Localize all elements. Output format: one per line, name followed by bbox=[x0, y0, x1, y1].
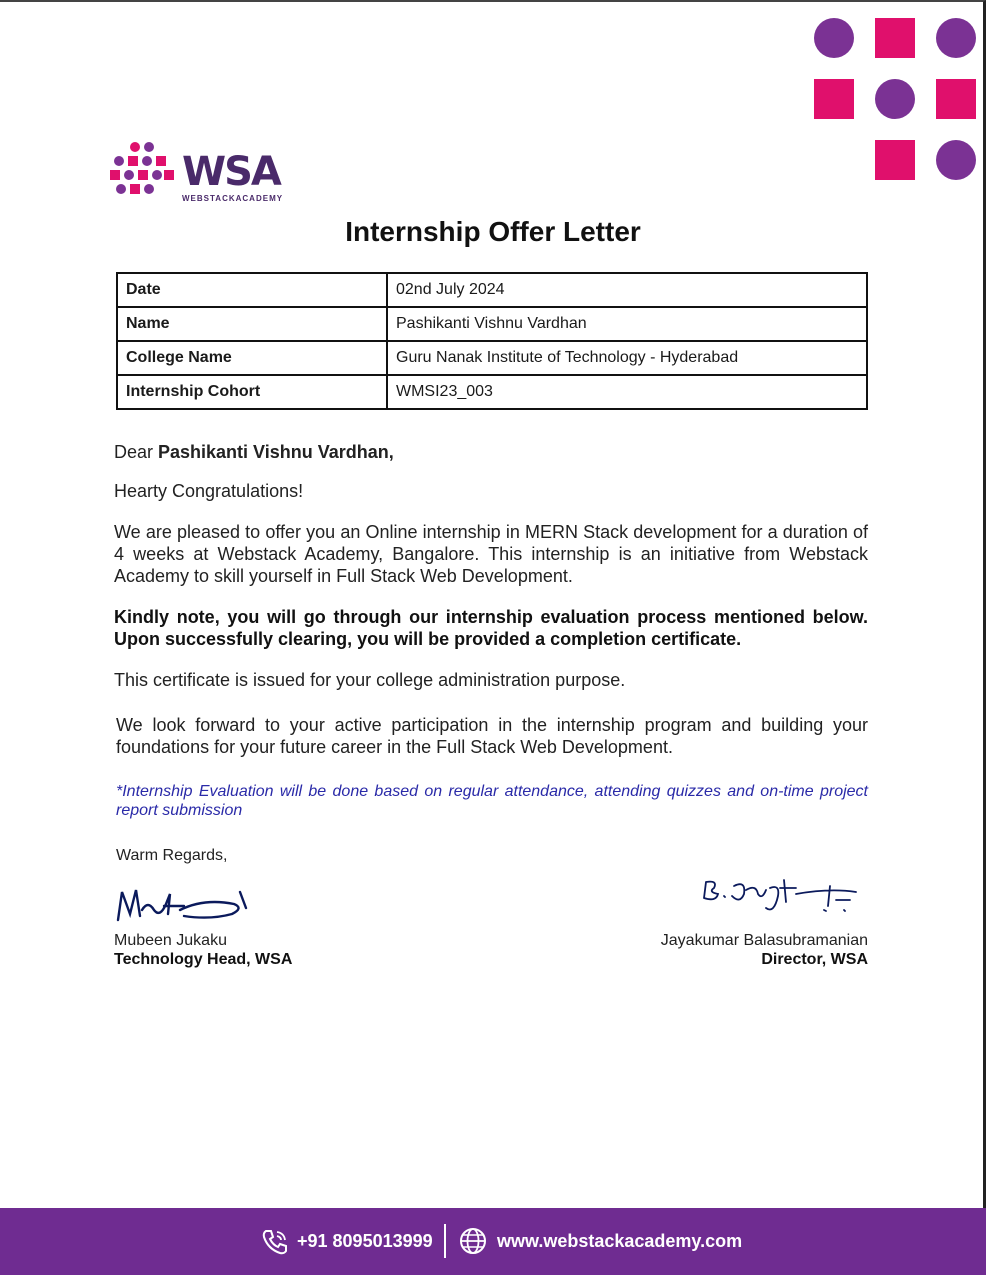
row-label: Internship Cohort bbox=[117, 375, 387, 409]
logo-subtitle: WEBSTACKACADEMY bbox=[182, 194, 284, 203]
congrats-line: Hearty Congratulations! bbox=[114, 481, 304, 501]
evaluation-notice: Kindly note, you will go through our internship evaluation process mentioned below. Upon successfully clearing, you will be provided a completion certificate. bbox=[114, 607, 868, 649]
pattern-circle bbox=[814, 18, 854, 58]
phone-icon bbox=[260, 1227, 290, 1257]
pattern-square bbox=[875, 18, 915, 58]
row-label: Date bbox=[117, 273, 387, 307]
regards: Warm Regards, bbox=[116, 847, 228, 864]
certificate-purpose: This certificate is issued for your college administration purpose. bbox=[114, 670, 626, 690]
pattern-circle bbox=[936, 140, 976, 180]
table-row bbox=[117, 341, 867, 375]
row-label: College Name bbox=[117, 341, 387, 375]
pattern-square bbox=[936, 79, 976, 119]
globe-icon bbox=[458, 1226, 488, 1256]
closing-paragraph: We look forward to your active participation in the internship program and building your foundations for your future career in the Full Stack Web Development. bbox=[116, 715, 868, 757]
pattern-square bbox=[814, 79, 854, 119]
signature-jayakumar bbox=[700, 874, 866, 922]
recipient-name: Pashikanti Vishnu Vardhan, bbox=[158, 442, 394, 462]
signature-mubeen bbox=[114, 880, 254, 930]
row-value: Pashikanti Vishnu Vardhan bbox=[387, 307, 867, 341]
wsa-logo bbox=[110, 142, 300, 208]
signatory-name: Mubeen Jukaku bbox=[114, 932, 227, 949]
footer-divider bbox=[444, 1224, 446, 1258]
row-value: Guru Nanak Institute of Technology - Hyderabad bbox=[387, 341, 867, 375]
signatory-title: Director, WSA bbox=[761, 951, 868, 968]
evaluation-note: *Internship Evaluation will be done based on regular attendance, attending quizzes and on-time project report submission bbox=[116, 783, 868, 819]
row-value: 02nd July 2024 bbox=[387, 273, 867, 307]
logo-mark-icon bbox=[110, 142, 174, 202]
row-value: WMSI23_003 bbox=[387, 375, 867, 409]
table-row bbox=[117, 273, 867, 307]
footer-phone[interactable]: +91 8095013999 bbox=[297, 1231, 433, 1251]
footer-website-link[interactable]: www.webstackacademy.com bbox=[497, 1231, 743, 1251]
row-label: Name bbox=[117, 307, 387, 341]
logo-wordmark: WSA bbox=[182, 149, 280, 195]
details-table bbox=[116, 272, 868, 410]
pattern-circle bbox=[875, 79, 915, 119]
pattern-square bbox=[875, 140, 915, 180]
signatory-title: Technology Head, WSA bbox=[114, 951, 293, 968]
offer-paragraph: We are pleased to offer you an Online internship in MERN Stack development for a duration of 4 weeks at Webstack Academy, Bangalore. This internship is an initiative from Webstack Academy to skill yourself in Full Stack Web Development. bbox=[114, 522, 868, 586]
footer-bar bbox=[0, 1208, 986, 1275]
salutation-prefix: Dear bbox=[114, 442, 159, 462]
signatory-name: Jayakumar Balasubramanian bbox=[660, 932, 868, 949]
table-row bbox=[117, 375, 867, 409]
table-row bbox=[117, 307, 867, 341]
page-title: Internship Offer Letter bbox=[345, 216, 641, 247]
pattern-circle bbox=[936, 18, 976, 58]
salutation bbox=[114, 441, 868, 463]
